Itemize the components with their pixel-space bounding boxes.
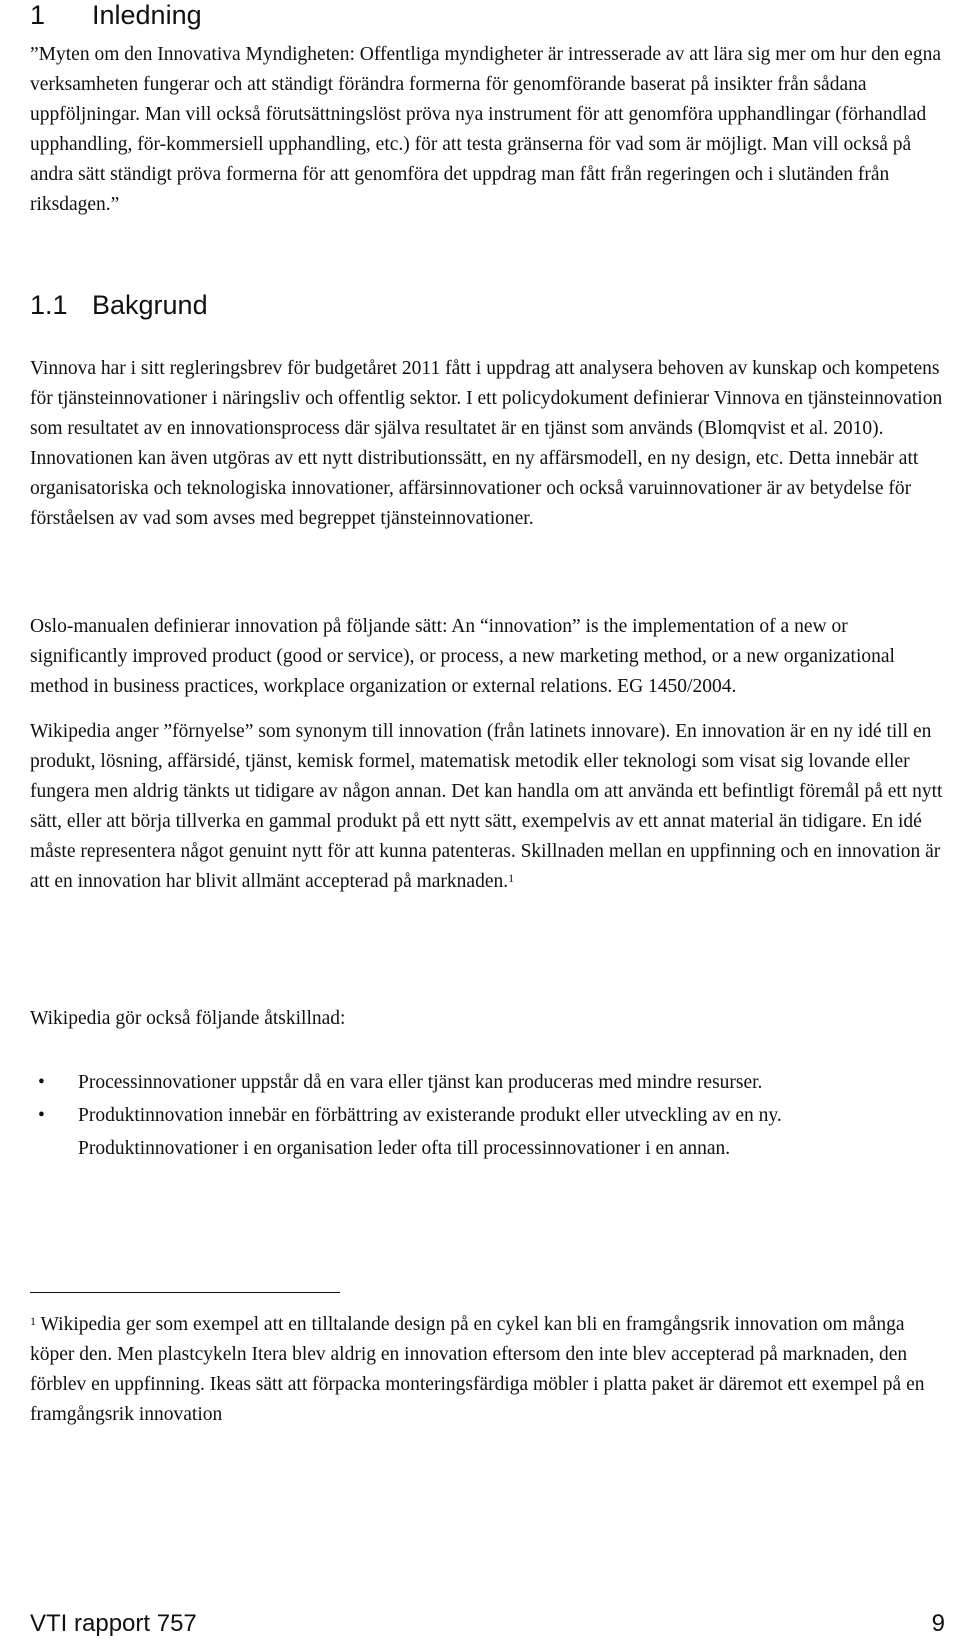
list-item	[30, 1066, 945, 1099]
section-number: 1.1	[30, 290, 68, 320]
report-label: VTI rapport 757	[30, 1610, 197, 1637]
list-item	[30, 1099, 945, 1165]
section-title: Bakgrund	[92, 290, 208, 320]
footnote-number: 1	[30, 1314, 36, 1328]
footnote-reference[interactable]: 1	[508, 871, 515, 885]
chapter-title: Inledning	[92, 0, 202, 30]
paragraph-wikipedia-text: Wikipedia anger ”förnyelse” som synonym till innovation (från latinets innovare). En innovation är en ny idé till en produkt, lösning, affärsidé, tjänst, kemisk formel, matematisk metodik eller teknologi som visat sig lovande eller fungera men aldrig tänkts ut tidigare av någon annan. Det kan handla om att använda ett befintligt föremål på ett nytt sätt, eller att börja tillverka en gammal produkt på ett nytt sätt, exempelvis av ett annat material än tidigare. En idé måste representera något genuint nytt för att kunna patenteras. Skillnaden mellan en uppfinning och en innovation är att en innovation har blivit allmänt accepterad på marknaden.	[30, 721, 943, 892]
bullet-icon: •	[38, 1105, 45, 1126]
paragraph-vinnova: Vinnova har i sitt regleringsbrev för budgetåret 2011 fått i uppdrag att analysera behoven av kunskap och kompetens för tjänsteinnovationer i näringsliv och offentlig sektor. I ett policydokument definierar Vinnova en tjänsteinnovation som resultatet av en innovationsprocess där själva resultatet är en tjänst som används (Blomqvist et al. 2010). Innovationen kan även utgöras av ett nytt distributionssätt, en ny affärsmodell, en ny design, etc. Detta innebär att organisatoriska och teknologiska innovationer, affärsinnovationer och också varuinnovationer är av betydelse för förståelsen av vad som avses med begreppet tjänsteinnovationer.	[30, 358, 943, 529]
footnote-text: Wikipedia ger som exempel att en tilltalande design på en cykel kan bli en framgångsrik innovation om många köper den. Men plastcykeln Itera blev aldrig en innovation eftersom den inte blev accepterad på marknaden, den förblev en uppfinning. Ikeas sätt att förpacka monteringsfärdiga möbler i platta paket är däremot ett exempel på en framgångsrik innovation	[30, 1314, 925, 1425]
page-number: 9	[931, 1610, 945, 1637]
bullet-icon: •	[38, 1072, 45, 1093]
paragraph-oslo-manual: Oslo-manualen definierar innovation på följande sätt: An “innovation” is the implementation of a new or significantly improved product (good or service), or process, a new marketing method, or a new organizational method in business practices, workplace organization or external relations. EG 1450/2004.	[30, 616, 895, 697]
page-footer	[30, 1610, 945, 1638]
list-item-text: Produktinnovation innebär en förbättring av existerande produkt eller utveckling av en ny. Produktinnovationer i en organisation leder ofta till processinnovationer i en annan.	[78, 1105, 782, 1159]
footnote-divider	[30, 1292, 340, 1293]
intro-quote: ”Myten om den Innovativa Myndigheten: Offentliga myndigheter är intresserade av att lära sig mer om hur den egna verksamheten fungerar och att ständigt förändra formerna för genomförande baserat på insikter från sådana uppföljningar. Man vill också förutsättningslöst pröva nya instrument för att genomföra upphandlingar (förhandlad upphandling, för-kommersiell upphandling, etc.) för att testa gränserna för vad som är möjligt. Man vill också på andra sätt ständigt pröva formerna för att genomföra det uppdrag man fått från regeringen och i slutänden från riksdagen.”	[30, 44, 941, 215]
paragraph-wikipedia-definition	[30, 717, 945, 897]
footnote	[30, 1310, 945, 1430]
list-item-text: Processinnovationer uppstår då en vara eller tjänst kan produceras med mindre resurser.	[78, 1072, 763, 1093]
section-heading	[30, 290, 208, 321]
chapter-heading	[30, 0, 202, 31]
chapter-number: 1	[30, 0, 46, 30]
paragraph-distinction: Wikipedia gör också följande åtskillnad:	[30, 1008, 346, 1029]
innovation-list	[30, 1066, 945, 1165]
